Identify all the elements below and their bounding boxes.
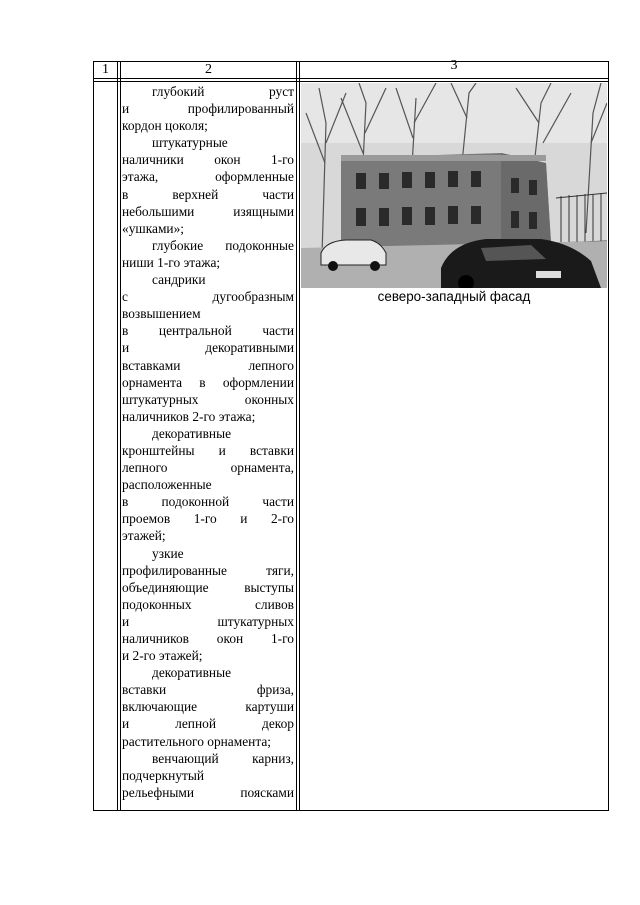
- text-line: и профилированный: [122, 101, 294, 117]
- text-line: кордон цоколя;: [122, 118, 208, 134]
- text-line: орнамента в оформлении: [122, 374, 294, 390]
- col1-right-border-2: [120, 61, 121, 811]
- photo-caption: северо-западный фасад: [377, 289, 531, 304]
- text-line: в подоконной части: [122, 494, 294, 510]
- text-line: узкие: [152, 545, 184, 561]
- table-bottom-border: [93, 810, 609, 811]
- text-line: включающие картуши: [122, 699, 294, 715]
- header-col-1: 1: [102, 62, 109, 77]
- header-col-2: 2: [205, 62, 212, 77]
- text-line: подоконных сливов: [122, 596, 294, 612]
- text-line: с дугообразным: [122, 289, 294, 305]
- description-text: [122, 83, 294, 801]
- text-line: и декоративными: [122, 340, 294, 356]
- facade-photo: [301, 83, 607, 288]
- text-line: подчеркнутый: [122, 767, 205, 783]
- header-bottom-border: [93, 78, 609, 79]
- text-line: декоративные: [152, 425, 232, 441]
- table-right-border: [608, 61, 609, 811]
- text-line: и штукатурных: [122, 613, 294, 629]
- header-col-3: 3: [450, 58, 458, 73]
- text-line: этажей;: [122, 528, 166, 544]
- table-left-border: [93, 61, 94, 811]
- text-line: штукатурные: [152, 135, 228, 151]
- text-line: в верхней части: [122, 186, 294, 202]
- text-line: штукатурных оконных: [122, 391, 294, 407]
- text-line: глубокий руст: [152, 84, 294, 99]
- text-line: вставки фриза,: [122, 682, 294, 698]
- text-line: глубокие подоконные: [152, 237, 294, 253]
- text-line: ниши 1-го этажа;: [122, 254, 221, 270]
- col1-right-border: [117, 61, 118, 811]
- text-line: венчающий карниз,: [152, 750, 294, 766]
- header-double-border: [93, 81, 609, 82]
- text-line: кронштейны и вставки: [122, 442, 294, 458]
- text-line: профилированные тяги,: [122, 562, 294, 578]
- col2-right-border-2: [299, 61, 300, 811]
- text-line: рельефными поясками: [122, 784, 294, 800]
- text-line: расположенные: [122, 477, 212, 493]
- text-line: и 2-го этажей;: [122, 648, 203, 664]
- text-line: и лепной декор: [122, 716, 294, 732]
- text-line: декоративные: [152, 665, 232, 681]
- text-line: вставками лепного: [122, 357, 294, 373]
- text-line: объединяющие выступы: [122, 579, 294, 595]
- document-table: [93, 58, 609, 811]
- text-line: небольшими изящными: [122, 203, 294, 219]
- text-line: растительного орнамента;: [122, 733, 272, 749]
- text-line: наличников окон 1-го: [122, 631, 294, 646]
- text-line: «ушками»;: [122, 220, 185, 236]
- facade-photo-image: [301, 83, 607, 288]
- col2-right-border: [296, 61, 297, 811]
- text-line: наличники окон 1-го: [122, 152, 294, 168]
- text-line: лепного орнамента,: [122, 460, 294, 476]
- text-line: в центральной части: [122, 323, 294, 339]
- text-line: возвышением: [122, 306, 201, 322]
- text-line: наличников 2-го этажа;: [122, 408, 256, 424]
- text-line: сандрики: [152, 272, 206, 288]
- text-line: этажа, оформленные: [122, 169, 294, 185]
- text-line: проемов 1-го и 2-го: [122, 511, 294, 527]
